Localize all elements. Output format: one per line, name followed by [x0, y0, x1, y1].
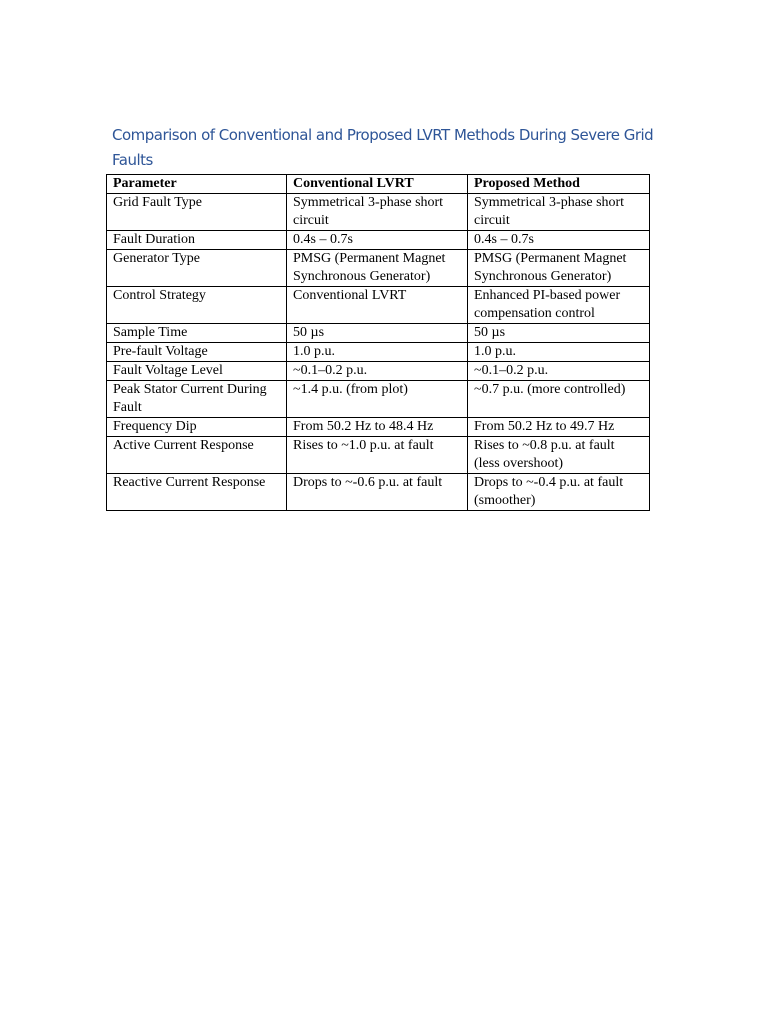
table-row: [107, 231, 650, 250]
table-cell: Pre-fault Voltage: [107, 343, 287, 362]
table-cell: Symmetrical 3-phase short circuit: [287, 194, 468, 231]
table-cell: Rises to ~1.0 p.u. at fault: [287, 437, 468, 474]
table-cell: PMSG (Permanent Magnet Synchronous Generator): [468, 250, 650, 287]
table-cell: Active Current Response: [107, 437, 287, 474]
table-row: [107, 362, 650, 381]
table-row: [107, 324, 650, 343]
table-cell: 1.0 p.u.: [287, 343, 468, 362]
table-cell: ~1.4 p.u. (from plot): [287, 381, 468, 418]
table-cell: Conventional LVRT: [287, 287, 468, 324]
table-cell: ~0.7 p.u. (more controlled): [468, 381, 650, 418]
table-row: [107, 343, 650, 362]
table-cell: 50 µs: [468, 324, 650, 343]
comparison-table: [106, 174, 650, 511]
header-conventional-lvrt: Conventional LVRT: [287, 175, 468, 194]
table-cell: From 50.2 Hz to 49.7 Hz: [468, 418, 650, 437]
header-parameter: Parameter: [107, 175, 287, 194]
table-row: [107, 194, 650, 231]
table-cell: Reactive Current Response: [107, 474, 287, 511]
table-cell: Symmetrical 3-phase short circuit: [468, 194, 650, 231]
table-header-row: [107, 175, 650, 194]
table-cell: Enhanced PI-based power compensation control: [468, 287, 650, 324]
table-cell: Drops to ~-0.4 p.u. at fault (smoother): [468, 474, 650, 511]
table-cell: PMSG (Permanent Magnet Synchronous Generator): [287, 250, 468, 287]
table-cell: From 50.2 Hz to 48.4 Hz: [287, 418, 468, 437]
table-row: [107, 250, 650, 287]
table-cell: Control Strategy: [107, 287, 287, 324]
table-cell: 1.0 p.u.: [468, 343, 650, 362]
table-cell: Frequency Dip: [107, 418, 287, 437]
table-cell: ~0.1–0.2 p.u.: [287, 362, 468, 381]
table-row: [107, 474, 650, 511]
table-row: [107, 418, 650, 437]
table-cell: ~0.1–0.2 p.u.: [468, 362, 650, 381]
table-row: [107, 381, 650, 418]
table-cell: Fault Duration: [107, 231, 287, 250]
document-title: Comparison of Conventional and Proposed LVRT Methods During Severe Grid Faults: [112, 126, 654, 169]
table-cell: Grid Fault Type: [107, 194, 287, 231]
table-cell: 0.4s – 0.7s: [468, 231, 650, 250]
table-cell: Sample Time: [107, 324, 287, 343]
table-cell: Rises to ~0.8 p.u. at fault (less overshoot): [468, 437, 650, 474]
table-cell: 0.4s – 0.7s: [287, 231, 468, 250]
table-row: [107, 437, 650, 474]
table-cell: Fault Voltage Level: [107, 362, 287, 381]
table-row: [107, 287, 650, 324]
table-cell: Generator Type: [107, 250, 287, 287]
table-cell: Drops to ~-0.6 p.u. at fault: [287, 474, 468, 511]
table-cell: 50 µs: [287, 324, 468, 343]
table-cell: Peak Stator Current During Fault: [107, 381, 287, 418]
header-proposed-method: Proposed Method: [468, 175, 650, 194]
